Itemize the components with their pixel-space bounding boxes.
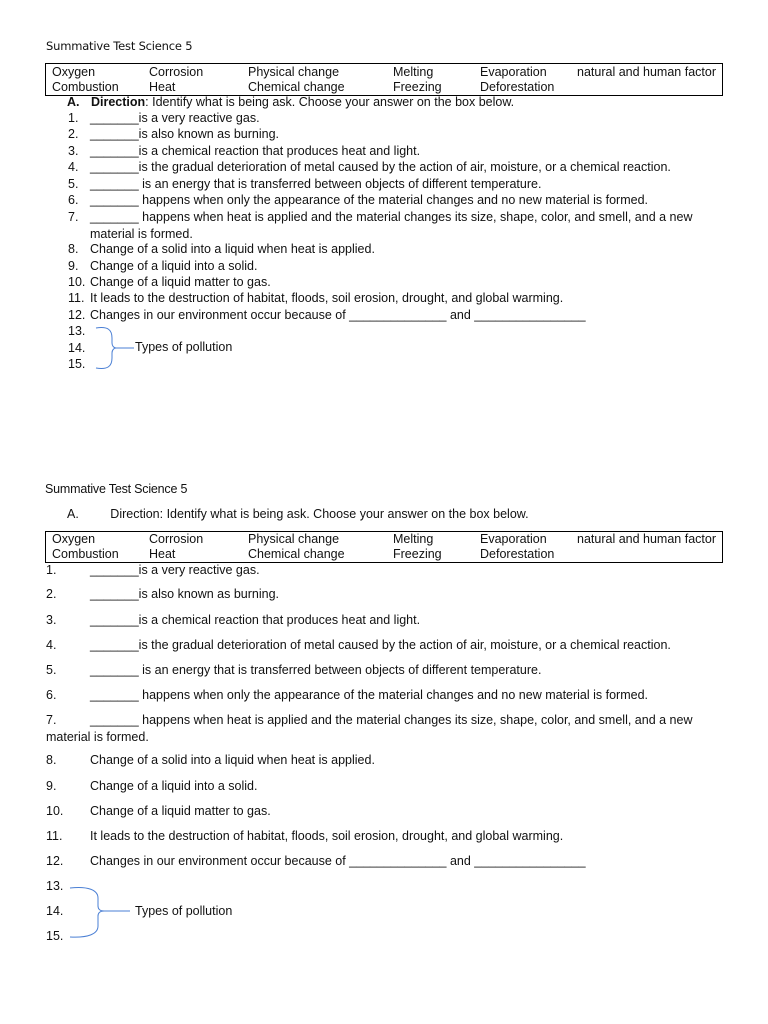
question-number: 7.	[46, 713, 57, 727]
question-number: 6.	[46, 688, 57, 702]
question-number: 3.	[68, 144, 79, 158]
question-text-continued: material is formed.	[46, 730, 149, 744]
question-number: 3.	[46, 613, 57, 627]
question-number: 2.	[68, 127, 79, 141]
question-number: 14.	[46, 904, 64, 918]
question-text: Change of a solid into a liquid when heat is applied.	[90, 753, 375, 767]
question-text: Change of a solid into a liquid when heat is applied.	[90, 242, 375, 256]
question-text: _______is the gradual deterioration of metal caused by the action of air, moisture, or a chemical reaction.	[90, 638, 671, 652]
direction-text: Direction: Identify what is being ask. Choose your answer on the box below.	[110, 507, 529, 521]
question-text: _______is a chemical reaction that produces heat and light.	[90, 613, 421, 627]
word-box-cell: Evaporation	[480, 532, 547, 546]
question-number: 15.	[46, 929, 64, 943]
word-box-cell: Freezing	[393, 80, 442, 94]
question-number: 12.	[68, 308, 86, 322]
word-box-cell: Evaporation	[480, 65, 547, 79]
question-text: Changes in our environment occur because of ______________ and ________________	[90, 308, 586, 322]
question-number: 10.	[46, 804, 64, 818]
word-box-cell: Melting	[393, 532, 434, 546]
question-number: 12.	[46, 854, 64, 868]
direction-label: Direction	[90, 95, 146, 109]
question-text-continued: material is formed.	[90, 227, 193, 241]
question-text: _______is a very reactive gas.	[90, 563, 260, 577]
test1-title: Summative Test Science 5	[46, 39, 193, 53]
test1-brace-icon	[94, 326, 144, 370]
question-number: 15.	[68, 357, 86, 371]
word-box-cell: Freezing	[393, 547, 442, 561]
question-text: _______is a very reactive gas.	[90, 111, 260, 125]
direction-letter: A.	[67, 507, 79, 521]
word-box-cell: Physical change	[248, 65, 340, 79]
question-text: _______ happens when only the appearance of the material changes and no new material is formed.	[90, 193, 649, 207]
test1-word-box	[45, 63, 723, 96]
word-box-cell: natural and human factor	[577, 65, 716, 79]
question-number: 7.	[68, 210, 79, 224]
question-number: 1.	[46, 563, 57, 577]
question-text: Change of a liquid matter to gas.	[90, 275, 271, 289]
word-box-cell: Chemical change	[248, 80, 345, 94]
question-text: _______is also known as burning.	[90, 587, 280, 601]
word-box-cell: Chemical change	[248, 547, 345, 561]
word-box-cell: natural and human factor	[577, 532, 716, 546]
question-text: Changes in our environment occur because of ______________ and ________________	[90, 854, 586, 868]
question-number: 11.	[46, 829, 63, 843]
direction-text: : Identify what is being ask. Choose your answer on the box below.	[145, 95, 515, 109]
question-text: It leads to the destruction of habitat, floods, soil erosion, drought, and global warming.	[90, 291, 564, 305]
question-number: 8.	[68, 242, 79, 256]
question-text: _______ happens when only the appearance of the material changes and no new material is formed.	[90, 688, 649, 702]
direction-letter: A.	[67, 95, 80, 109]
test2-title: Summative Test Science 5	[45, 482, 188, 496]
question-number: 2.	[46, 587, 57, 601]
word-box-cell: Heat	[149, 80, 176, 94]
question-number: 8.	[46, 753, 57, 767]
question-text: Change of a liquid matter to gas.	[90, 804, 271, 818]
word-box-cell: Physical change	[248, 532, 340, 546]
question-text: _______is a chemical reaction that produces heat and light.	[90, 144, 421, 158]
word-box-cell: Oxygen	[52, 65, 96, 79]
test1-pollution-label: Types of pollution	[135, 340, 233, 354]
question-number: 13.	[46, 879, 64, 893]
question-text: _______ happens when heat is applied and the material changes its size, shape, color, and smell, and a new	[90, 210, 693, 224]
test1-direction	[67, 95, 514, 109]
word-box-cell: Corrosion	[149, 532, 204, 546]
test2-brace-icon	[68, 884, 138, 940]
question-text: Change of a liquid into a solid.	[90, 259, 258, 273]
question-number: 9.	[46, 779, 57, 793]
question-number: 1.	[68, 111, 79, 125]
question-number: 11.	[68, 291, 85, 305]
word-box-cell: Combustion	[52, 547, 119, 561]
question-number: 14.	[68, 341, 86, 355]
question-number: 4.	[68, 160, 79, 174]
word-box-cell: Oxygen	[52, 532, 96, 546]
question-number: 9.	[68, 259, 79, 273]
question-number: 5.	[46, 663, 57, 677]
question-text: _______is the gradual deterioration of metal caused by the action of air, moisture, or a chemical reaction.	[90, 160, 671, 174]
question-number: 13.	[68, 324, 86, 338]
question-number: 6.	[68, 193, 79, 207]
word-box-cell: Melting	[393, 65, 434, 79]
question-number: 10.	[68, 275, 86, 289]
question-text: _______ happens when heat is applied and the material changes its size, shape, color, and smell, and a new	[90, 713, 693, 727]
question-text: _______is also known as burning.	[90, 127, 280, 141]
question-text: _______ is an energy that is transferred between objects of different temperature.	[90, 663, 542, 677]
question-number: 4.	[46, 638, 57, 652]
word-box-cell: Heat	[149, 547, 176, 561]
test2-word-box	[45, 531, 723, 563]
question-text: It leads to the destruction of habitat, floods, soil erosion, drought, and global warming.	[90, 829, 564, 843]
word-box-cell: Corrosion	[149, 65, 204, 79]
test2-direction	[67, 507, 529, 521]
word-box-cell: Combustion	[52, 80, 119, 94]
word-box-cell: Deforestation	[480, 80, 555, 94]
word-box-cell: Deforestation	[480, 547, 555, 561]
question-number: 5.	[68, 177, 79, 191]
question-text: _______ is an energy that is transferred between objects of different temperature.	[90, 177, 542, 191]
test2-pollution-label: Types of pollution	[135, 904, 233, 918]
question-text: Change of a liquid into a solid.	[90, 779, 258, 793]
